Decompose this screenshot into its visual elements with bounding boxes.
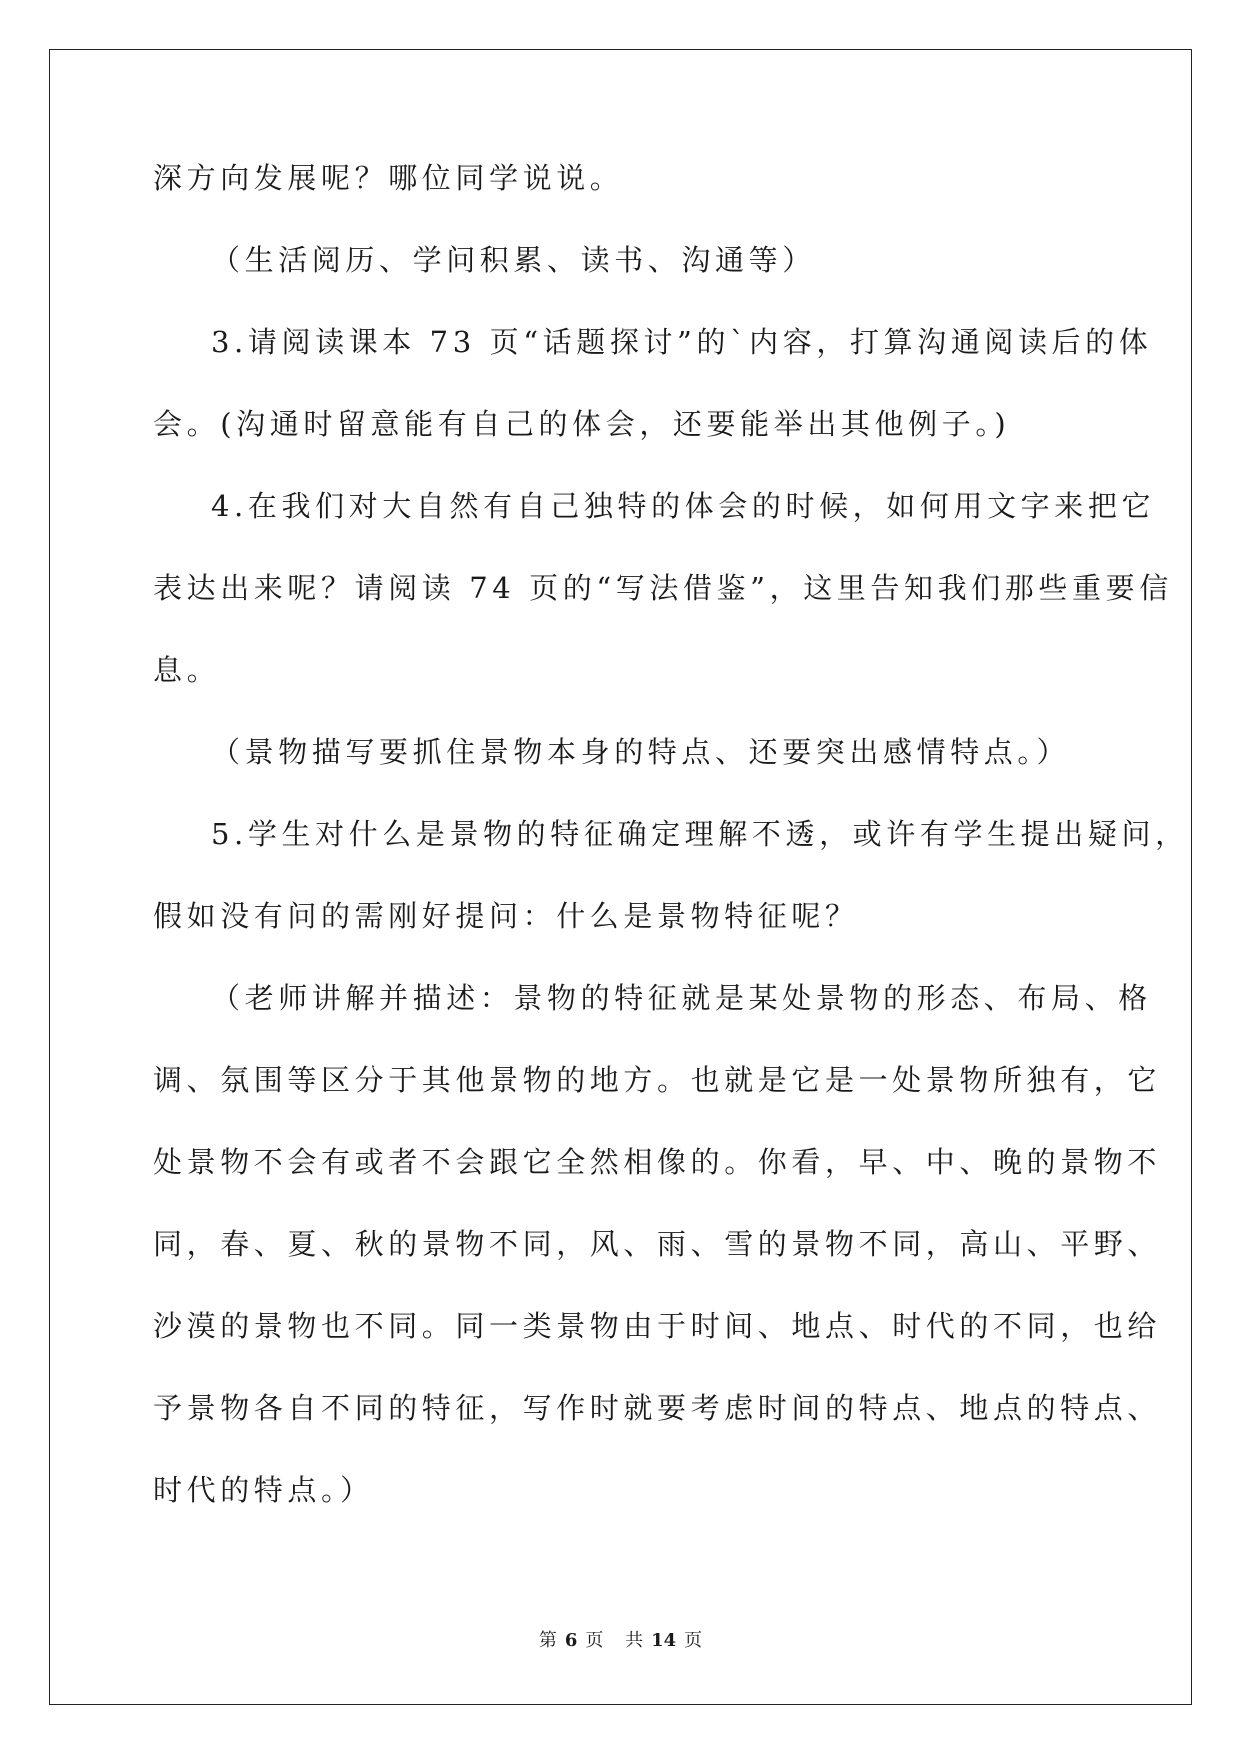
total-prefix: 共 [625, 1630, 644, 1651]
text-line: （生活阅历、学问积累、读书、沟通等） [211, 243, 816, 277]
text-line: 5.学生对什么是景物的特征确定理解不透，或许有学生提出疑问， [211, 817, 1189, 851]
page-prefix: 第 [538, 1630, 557, 1651]
text-line: 表达出来呢？请阅读 74 页的“写法借鉴”，这里告知我们那些重要信 [153, 571, 1173, 605]
text-line: 时代的特点。） [153, 1473, 374, 1507]
text-line: 调、氛围等区分于其他景物的地方。也就是它是一处景物所独有，它 [153, 1063, 1162, 1097]
page-indicator [535, 1630, 608, 1651]
document-body [153, 158, 1189, 1552]
text-line: 会。(沟通时留意能有自己的体会，还要能举出其他例子。) [153, 407, 1011, 441]
total-indicator [621, 1630, 706, 1651]
page-suffix: 页 [585, 1630, 604, 1651]
text-line: 沙漠的景物也不同。同一类景物由于时间、地点、时代的不同，也给 [153, 1309, 1162, 1343]
page-number: 6 [564, 1630, 578, 1651]
total-suffix: 页 [684, 1630, 703, 1651]
text-line: 息。 [153, 653, 221, 687]
text-line: 予景物各自不同的特征，写作时就要考虑时间的特点、地点的特点、 [153, 1391, 1162, 1425]
page-footer [0, 1626, 1241, 1652]
text-line: 深方向发展呢？哪位同学说说。 [153, 161, 624, 195]
text-line: （老师讲解并描述：景物的特征就是某处景物的形态、布局、格 [211, 981, 1152, 1015]
text-line: 同，春、夏、秋的景物不同，风、雨、雪的景物不同，高山、平野、 [153, 1227, 1162, 1261]
total-pages: 14 [651, 1630, 677, 1651]
text-line: 假如没有问的需刚好提问：什么是景物特征呢？ [153, 899, 859, 933]
text-line: （景物描写要抓住景物本身的特点、还要突出感情特点。） [211, 735, 1071, 769]
text-line: 4.在我们对大自然有自己独特的体会的时候，如何用文字来把它 [211, 489, 1156, 523]
text-line: 处景物不会有或者不会跟它全然相像的。你看，早、中、晚的景物不 [153, 1145, 1162, 1179]
text-line: 3.请阅读课本 73 页“话题探讨”的`内容，打算沟通阅读后的体 [211, 325, 1153, 359]
